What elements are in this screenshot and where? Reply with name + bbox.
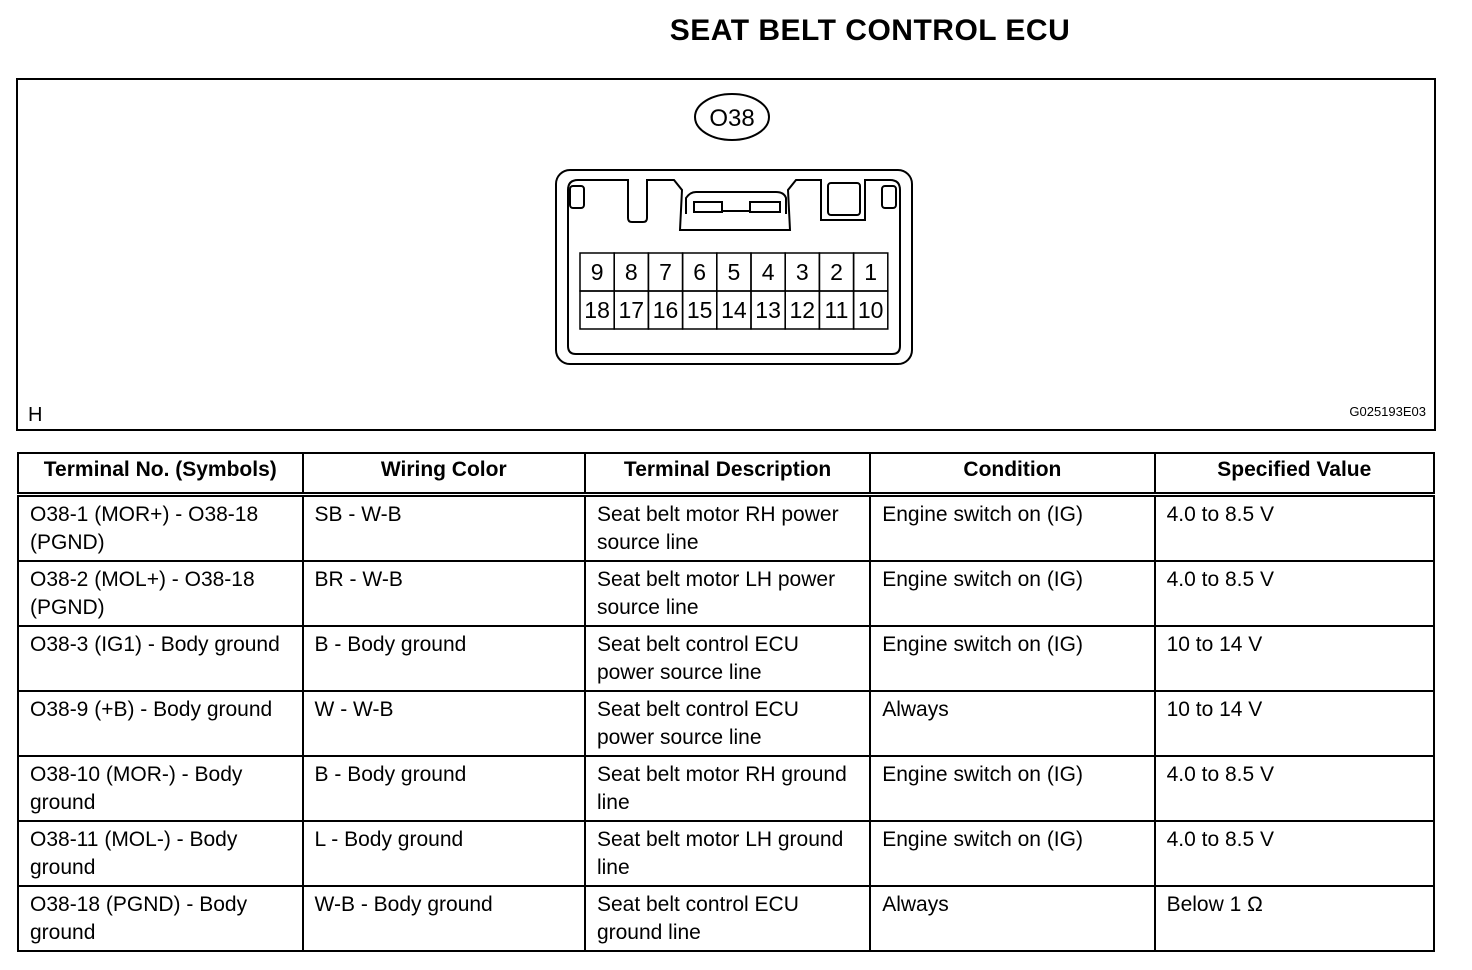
table-row: [18, 821, 1434, 886]
cell-description: Seat belt motor RH power source line: [585, 495, 870, 562]
pin-number: 14: [721, 297, 747, 323]
cell-condition: Engine switch on (IG): [870, 821, 1154, 886]
header-wiring-color: Wiring Color: [303, 453, 585, 495]
pin-number: 15: [686, 297, 713, 323]
cell-description: Seat belt control ECU power source line: [585, 626, 870, 691]
terminal-spec-table: [17, 452, 1435, 952]
cell-specified-value: 4.0 to 8.5 V: [1155, 561, 1434, 626]
header-terminal-description: Terminal Description: [585, 453, 870, 495]
cell-terminal: O38-9 (+B) - Body ground: [18, 691, 303, 756]
connector-drawing: [18, 80, 1434, 429]
header-terminal: Terminal No. (Symbols): [18, 453, 303, 495]
pin-number: 7: [659, 259, 672, 285]
pin-number: 10: [857, 297, 884, 323]
header-specified-value: Specified Value: [1155, 453, 1434, 495]
cell-condition: Engine switch on (IG): [870, 756, 1154, 821]
table-row: [18, 626, 1434, 691]
pin-number: 6: [693, 259, 707, 285]
page-title: [0, 14, 1472, 48]
cell-description: Seat belt control ECU ground line: [585, 886, 870, 951]
cell-description: Seat belt control ECU power source line: [585, 691, 870, 756]
left-guide: [570, 186, 584, 208]
right-guide: [882, 186, 896, 208]
cell-terminal: O38-3 (IG1) - Body ground: [18, 626, 303, 691]
table-row: [18, 561, 1434, 626]
cell-wiring-color: W - W-B: [303, 691, 585, 756]
cell-specified-value: 4.0 to 8.5 V: [1155, 495, 1434, 562]
lock-square: [828, 183, 860, 215]
table-row: [18, 691, 1434, 756]
pin-grid: [580, 253, 888, 329]
cell-specified-value: 4.0 to 8.5 V: [1155, 821, 1434, 886]
cell-description: Seat belt motor LH ground line: [585, 821, 870, 886]
cell-condition: Engine switch on (IG): [870, 495, 1154, 562]
cell-wiring-color: BR - W-B: [303, 561, 585, 626]
title-text: SEAT BELT CONTROL ECU: [669, 14, 1071, 47]
cell-wiring-color: W-B - Body ground: [303, 886, 585, 951]
table-header-row: [18, 453, 1434, 495]
pin-number: 12: [789, 297, 816, 323]
cell-condition: Always: [870, 691, 1154, 756]
cell-wiring-color: B - Body ground: [303, 626, 585, 691]
cell-description: Seat belt motor LH power source line: [585, 561, 870, 626]
pin-number: 8: [624, 259, 638, 285]
table-row: [18, 495, 1434, 562]
pin-number: 13: [755, 297, 781, 323]
cell-terminal: O38-10 (MOR-) - Body ground: [18, 756, 303, 821]
pin-number: 11: [824, 297, 849, 323]
pin-number: 1: [864, 259, 878, 285]
corner-label: H: [28, 404, 43, 426]
cell-terminal: O38-1 (MOR+) - O38-18 (PGND): [18, 495, 303, 562]
cell-description: Seat belt motor RH ground line: [585, 756, 870, 821]
connector-id-label: O38: [709, 105, 755, 132]
cell-terminal: O38-18 (PGND) - Body ground: [18, 886, 303, 951]
connector-diagram: [16, 78, 1436, 431]
pin-number: 5: [727, 259, 741, 285]
cell-specified-value: 10 to 14 V: [1155, 626, 1434, 691]
cell-condition: Engine switch on (IG): [870, 561, 1154, 626]
cell-wiring-color: B - Body ground: [303, 756, 585, 821]
cell-specified-value: 4.0 to 8.5 V: [1155, 756, 1434, 821]
cell-condition: Always: [870, 886, 1154, 951]
cell-terminal: O38-11 (MOL-) - Body ground: [18, 821, 303, 886]
pin-number: 2: [830, 259, 843, 285]
pin-number: 16: [652, 297, 679, 323]
latch-slot-right: [750, 202, 780, 212]
pin-number: 4: [761, 259, 775, 285]
cell-specified-value: 10 to 14 V: [1155, 691, 1434, 756]
cell-wiring-color: SB - W-B: [303, 495, 585, 562]
cell-terminal: O38-2 (MOL+) - O38-18 (PGND): [18, 561, 303, 626]
pin-number: 3: [795, 259, 809, 285]
pin-number: 17: [618, 297, 645, 323]
figure-code: G025193E03: [1349, 404, 1426, 419]
pin-number: 9: [590, 259, 604, 285]
table-row: [18, 756, 1434, 821]
pin-number: 18: [584, 297, 610, 323]
header-condition: Condition: [870, 453, 1154, 495]
latch-slot-left: [694, 202, 722, 212]
cell-condition: Engine switch on (IG): [870, 626, 1154, 691]
cell-specified-value: Below 1 Ω: [1155, 886, 1434, 951]
table-row: [18, 886, 1434, 951]
cell-wiring-color: L - Body ground: [303, 821, 585, 886]
